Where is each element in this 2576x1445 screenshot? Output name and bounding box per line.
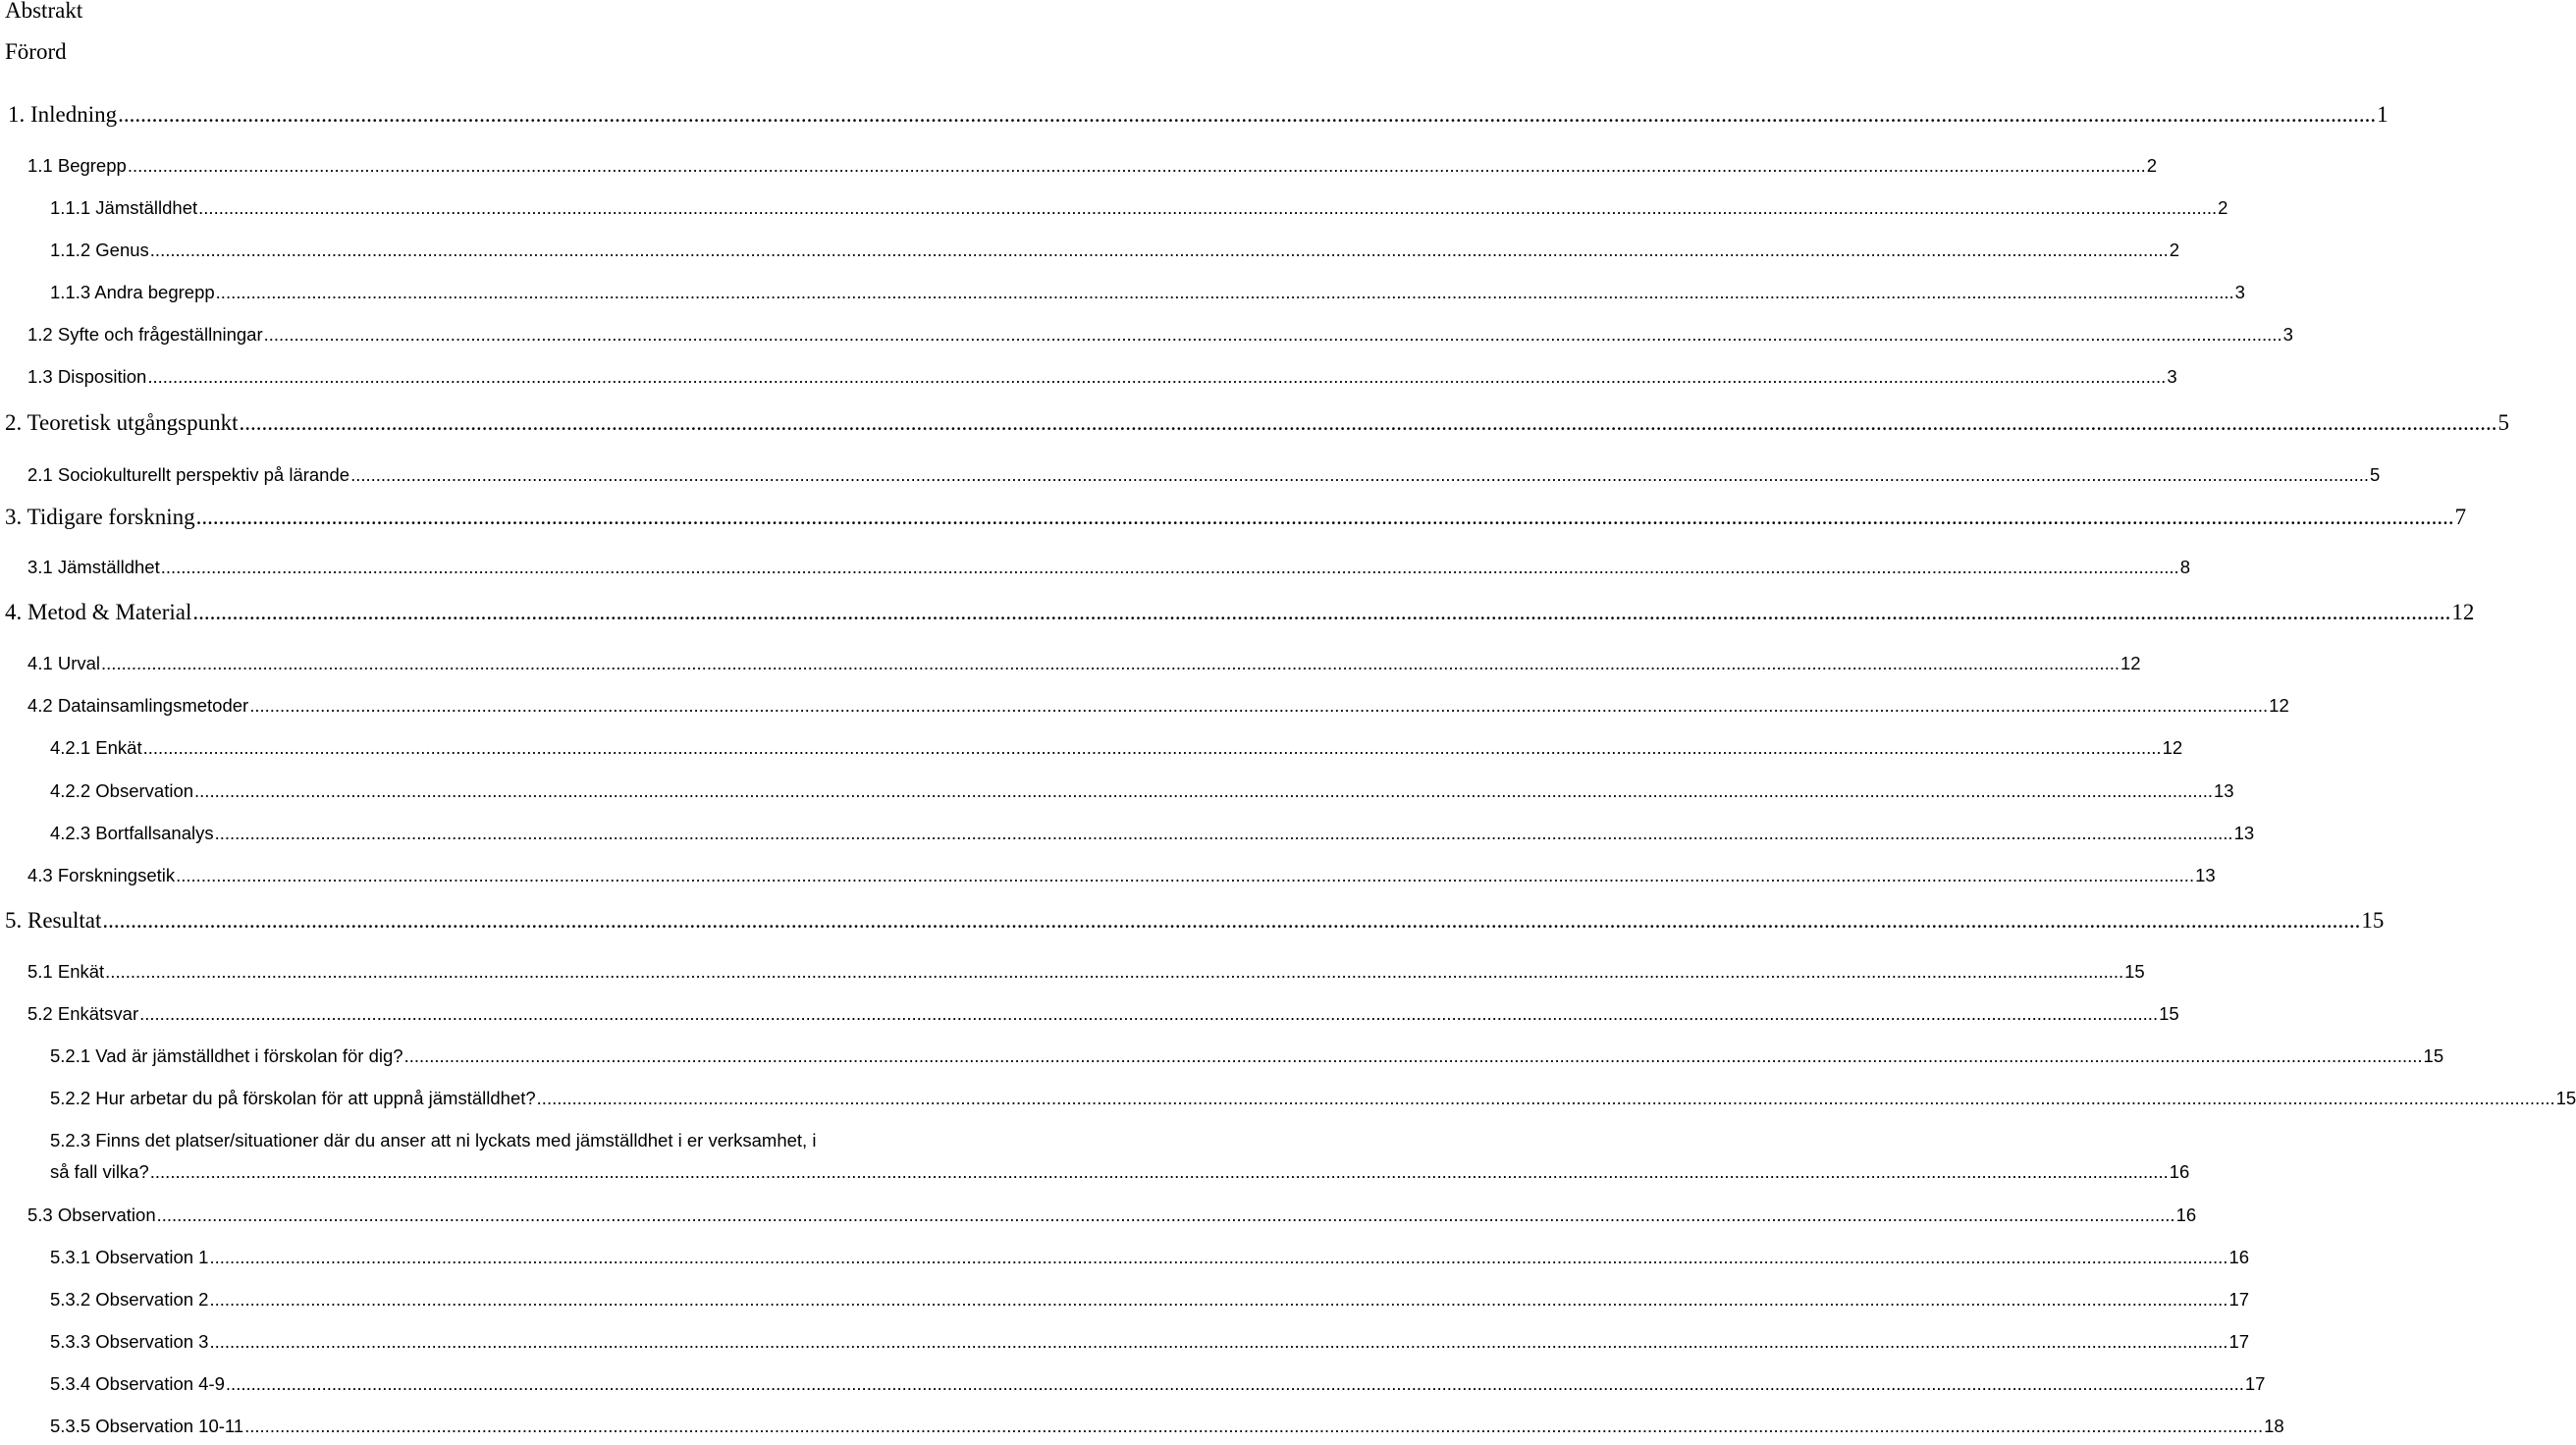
- toc-entry-label: 5.3.1 Observation 1: [50, 1247, 209, 1267]
- toc-entry-page: 15: [2124, 961, 2145, 982]
- toc-entry-label-line2: så fall vilka?: [50, 1161, 149, 1182]
- toc-entry-page: 13: [2214, 780, 2234, 801]
- toc-entry-label: 4.2.1 Enkät: [50, 737, 142, 758]
- toc-entry-label: 5.2.2 Hur arbetar du på förskolan för att uppnå jämställdhet?: [50, 1088, 536, 1108]
- toc-entry-label: 4. Metod & Material: [5, 600, 192, 624]
- toc-entry-5-3-5[interactable]: [50, 1416, 2284, 1445]
- toc-entry-label: 4.2.3 Bortfallsanalys: [50, 823, 214, 843]
- toc-entry-label: 5.2.1 Vad är jämställdhet i förskolan för dig?: [50, 1045, 403, 1066]
- toc-entry-5-1[interactable]: [27, 961, 2145, 990]
- toc-entry-page: 15: [2423, 1045, 2444, 1066]
- toc-entry-page: 3: [2167, 366, 2177, 387]
- toc-entry-5-3[interactable]: [27, 1204, 2197, 1234]
- toc-entry-4-2-3[interactable]: [50, 823, 2255, 852]
- toc-entry-label: 2.1 Sociokulturellt perspektiv på lärande: [27, 464, 350, 485]
- dot-leader: ................................................................................................................................................................................................................................................................................................................................................................................................................: [194, 780, 2213, 801]
- toc-entry-label-line1: 5.2.3 Finns det platser/situationer där du anser att ni lyckats med jämställdhet i er verksamhet, i: [50, 1130, 817, 1151]
- dot-leader: ................................................................................................................................................................................................................................................................................................................................................................................................................: [536, 1088, 2555, 1108]
- dot-leader: ................................................................................................................................................................................................................................................................................................................................................................................................................: [101, 653, 2120, 673]
- toc-entry-1-2[interactable]: [27, 324, 2293, 353]
- toc-entry-label: 1.1.2 Genus: [50, 240, 149, 260]
- toc-entry-1-1-2[interactable]: [50, 240, 2180, 269]
- toc-entry-page: 17: [2228, 1289, 2250, 1310]
- toc-entry-2-1[interactable]: [27, 464, 2381, 494]
- toc-entry-label: 1. Inledning: [8, 102, 118, 127]
- toc-entry-label: 1.3 Disposition: [27, 366, 147, 387]
- dot-leader: ................................................................................................................................................................................................................................................................................................................................................................................................................: [403, 1045, 2423, 1066]
- toc-entry-page: 5: [2370, 464, 2381, 485]
- toc-entry-5-3-4[interactable]: [50, 1373, 2266, 1403]
- dot-leader: ................................................................................................................................................................................................................................................................................................................................................................................................................: [239, 410, 2497, 435]
- toc-entry-page: 12: [2120, 653, 2141, 673]
- toc-entry-1-1[interactable]: [27, 155, 2158, 185]
- toc-entry-4-3[interactable]: [27, 865, 2216, 894]
- dot-leader: ................................................................................................................................................................................................................................................................................................................................................................................................................: [147, 366, 2167, 387]
- toc-entry-5-2[interactable]: [27, 1003, 2179, 1033]
- dot-leader: ................................................................................................................................................................................................................................................................................................................................................................................................................: [105, 961, 2124, 982]
- toc-entry-label: 4.1 Urval: [27, 653, 101, 673]
- toc-entry-1-1-1[interactable]: [50, 197, 2228, 227]
- dot-leader: ................................................................................................................................................................................................................................................................................................................................................................................................................: [209, 1331, 2228, 1352]
- toc-entry-label: 5.3.3 Observation 3: [50, 1331, 209, 1352]
- foreword-heading[interactable]: Förord: [5, 39, 67, 64]
- dot-leader: ................................................................................................................................................................................................................................................................................................................................................................................................................: [139, 1003, 2159, 1024]
- toc-entry-page: 2: [2146, 155, 2158, 176]
- dot-leader: ................................................................................................................................................................................................................................................................................................................................................................................................................: [244, 1416, 2264, 1436]
- dot-leader: ................................................................................................................................................................................................................................................................................................................................................................................................................: [225, 1373, 2244, 1394]
- toc-entry-page: 13: [2195, 865, 2216, 885]
- toc-entry-label: 4.2 Datainsamlingsmetoder: [27, 695, 249, 716]
- toc-entry-page: 16: [2175, 1204, 2197, 1225]
- dot-leader: ................................................................................................................................................................................................................................................................................................................................................................................................................: [118, 102, 2377, 127]
- toc-entry-page: 8: [2179, 557, 2190, 577]
- toc-entry-label: 4.2.2 Observation: [50, 780, 194, 801]
- toc-entry-5-3-1[interactable]: [50, 1247, 2250, 1276]
- toc-entry-label: 5.1 Enkät: [27, 961, 105, 982]
- toc-entry-4-2-2[interactable]: [50, 780, 2234, 810]
- toc-entry-5-2-3[interactable]: [50, 1130, 2190, 1193]
- toc-entry-chapter-4[interactable]: [5, 600, 2475, 629]
- toc-entry-3-1[interactable]: [27, 557, 2190, 586]
- dot-leader: ................................................................................................................................................................................................................................................................................................................................................................................................................: [102, 908, 2361, 933]
- dot-leader: ................................................................................................................................................................................................................................................................................................................................................................................................................: [149, 1161, 2169, 1182]
- toc-entry-page: 17: [2228, 1331, 2250, 1352]
- toc-entry-page: 17: [2244, 1373, 2266, 1394]
- toc-entry-page: 5: [2497, 410, 2510, 435]
- toc-entry-label: 5.2 Enkätsvar: [27, 1003, 139, 1024]
- toc-entry-label: 4.3 Forskningsetik: [27, 865, 176, 885]
- toc-entry-1-1-3[interactable]: [50, 282, 2245, 311]
- toc-entry-label: 5.3.4 Observation 4-9: [50, 1373, 225, 1394]
- dot-leader: ................................................................................................................................................................................................................................................................................................................................................................................................................: [176, 865, 2195, 885]
- toc-entry-label: 1.1.3 Andra begrepp: [50, 282, 215, 302]
- dot-leader: ................................................................................................................................................................................................................................................................................................................................................................................................................: [350, 464, 2370, 485]
- dot-leader: ................................................................................................................................................................................................................................................................................................................................................................................................................: [215, 282, 2234, 302]
- toc-entry-chapter-5[interactable]: [5, 908, 2385, 937]
- toc-entry-page: 16: [2228, 1247, 2250, 1267]
- toc-entry-page: 1: [2377, 102, 2388, 127]
- toc-entry-label: 1.1 Begrepp: [27, 155, 127, 176]
- toc-entry-page: 2: [2218, 197, 2228, 218]
- toc-entry-5-3-3[interactable]: [50, 1331, 2250, 1361]
- toc-entry-page: 13: [2233, 823, 2255, 843]
- toc-entry-4-1[interactable]: [27, 653, 2141, 682]
- toc-entry-label: 5.3 Observation: [27, 1204, 156, 1225]
- toc-entry-5-2-2[interactable]: [50, 1088, 2576, 1117]
- dot-leader: ................................................................................................................................................................................................................................................................................................................................................................................................................: [209, 1289, 2228, 1310]
- toc-entry-page: 16: [2169, 1161, 2190, 1182]
- toc-entry-page: 12: [2162, 737, 2183, 758]
- toc-entry-page: 12: [2269, 695, 2289, 716]
- abstract-heading[interactable]: Abstrakt: [5, 0, 83, 23]
- toc-entry-chapter-2[interactable]: [5, 410, 2510, 440]
- toc-entry-label: 1.2 Syfte och frågeställningar: [27, 324, 263, 345]
- toc-entry-page: 3: [2234, 282, 2245, 302]
- toc-entry-4-2-1[interactable]: [50, 737, 2183, 767]
- toc-entry-chapter-3[interactable]: [5, 505, 2467, 534]
- toc-entry-label: 2. Teoretisk utgångspunkt: [5, 410, 239, 435]
- toc-entry-label: 5.3.2 Observation 2: [50, 1289, 209, 1310]
- toc-entry-1-3[interactable]: [27, 366, 2177, 396]
- toc-entry-label: 5.3.5 Observation 10-11: [50, 1416, 244, 1436]
- dot-leader: ................................................................................................................................................................................................................................................................................................................................................................................................................: [192, 600, 2451, 624]
- dot-leader: ................................................................................................................................................................................................................................................................................................................................................................................................................: [142, 737, 2162, 758]
- toc-entry-label: 3.1 Jämställdhet: [27, 557, 160, 577]
- toc-entry-label: 1.1.1 Jämställdhet: [50, 197, 198, 218]
- dot-leader: ................................................................................................................................................................................................................................................................................................................................................................................................................: [160, 557, 2179, 577]
- toc-entry-5-2-1[interactable]: [50, 1045, 2444, 1075]
- dot-leader: ................................................................................................................................................................................................................................................................................................................................................................................................................: [127, 155, 2146, 176]
- dot-leader: ................................................................................................................................................................................................................................................................................................................................................................................................................: [198, 197, 2218, 218]
- toc-entry-label: 3. Tidigare forskning: [5, 505, 195, 529]
- dot-leader: ................................................................................................................................................................................................................................................................................................................................................................................................................: [209, 1247, 2228, 1267]
- toc-entry-page: 12: [2451, 600, 2475, 624]
- toc-entry-chapter-1[interactable]: [8, 102, 2388, 132]
- dot-leader: ................................................................................................................................................................................................................................................................................................................................................................................................................: [195, 505, 2454, 529]
- toc-entry-4-2[interactable]: [27, 695, 2289, 724]
- toc-entry-page: 15: [2159, 1003, 2179, 1024]
- toc-entry-5-3-2[interactable]: [50, 1289, 2250, 1318]
- toc-entry-label: 5. Resultat: [5, 908, 102, 933]
- toc-entry-page: 15: [2555, 1088, 2576, 1108]
- toc-entry-page: 2: [2169, 240, 2180, 260]
- toc-entry-page: 15: [2361, 908, 2385, 933]
- dot-leader: ................................................................................................................................................................................................................................................................................................................................................................................................................: [156, 1204, 2175, 1225]
- toc-entry-page: 7: [2454, 505, 2467, 529]
- dot-leader: ................................................................................................................................................................................................................................................................................................................................................................................................................: [149, 240, 2169, 260]
- toc-entry-page: 18: [2264, 1416, 2284, 1436]
- dot-leader: ................................................................................................................................................................................................................................................................................................................................................................................................................: [249, 695, 2269, 716]
- toc-entry-page: 3: [2282, 324, 2293, 345]
- dot-leader: ................................................................................................................................................................................................................................................................................................................................................................................................................: [214, 823, 2233, 843]
- dot-leader: ................................................................................................................................................................................................................................................................................................................................................................................................................: [263, 324, 2282, 345]
